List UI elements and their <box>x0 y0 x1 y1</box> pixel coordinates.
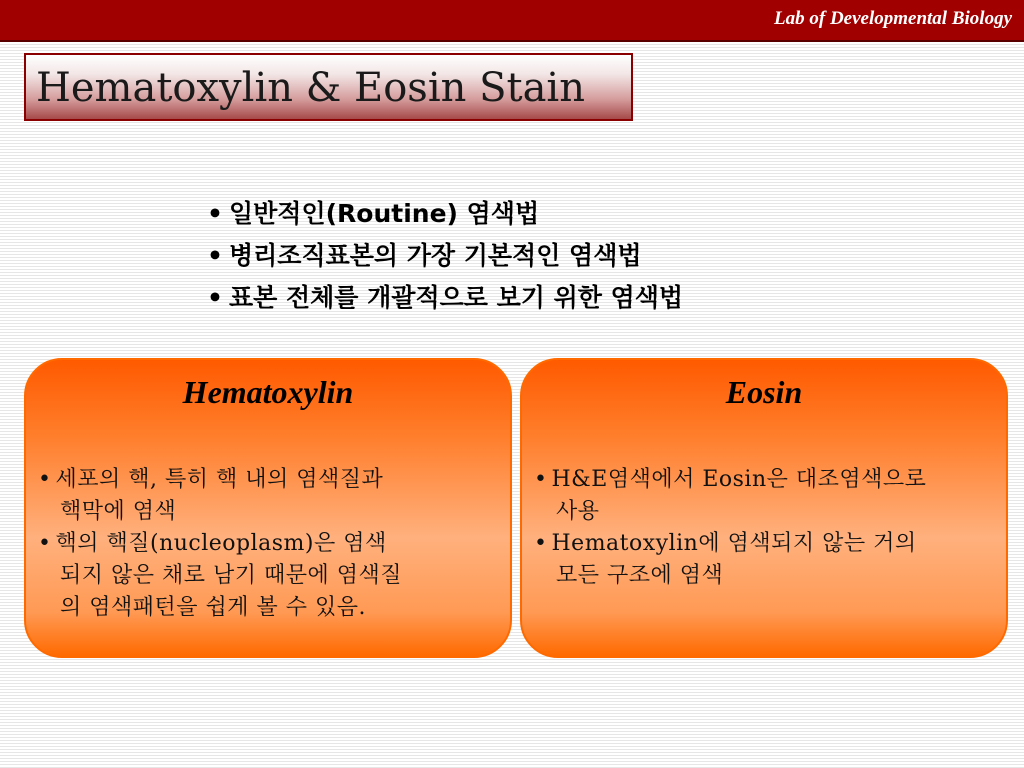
main-bullet-text: 표본 전체를 개괄적으로 보기 위한 염색법 <box>229 283 684 312</box>
main-bullet-list <box>207 193 907 319</box>
hematoxylin-bullet-list <box>38 464 494 624</box>
bullet-marker: • <box>207 283 223 312</box>
bullet-marker: • <box>534 531 548 556</box>
hematoxylin-bullet-continuation: 되지 않은 채로 남기 때문에 염색질 <box>60 563 402 588</box>
hematoxylin-panel <box>24 358 512 658</box>
bullet-marker: • <box>38 531 52 556</box>
eosin-panel <box>520 358 1008 658</box>
main-bullet <box>207 235 907 277</box>
bullet-marker: • <box>207 241 223 270</box>
hematoxylin-bullet <box>38 528 494 560</box>
hematoxylin-bullet-continuation: 핵막에 염색 <box>60 499 177 524</box>
hematoxylin-bullet <box>38 464 494 496</box>
eosin-bullet <box>534 528 990 560</box>
lab-name: Lab of Developmental Biology <box>774 8 1012 29</box>
hematoxylin-bullet-text: 세포의 핵, 특히 핵 내의 염색질과 <box>55 467 384 492</box>
hematoxylin-panel-title: Hematoxylin <box>182 374 354 410</box>
slide-title: Hematoxylin & Eosin Stain <box>36 65 585 111</box>
slide-title-box <box>24 53 633 121</box>
header-bar <box>0 0 1024 42</box>
bullet-marker: • <box>207 199 223 228</box>
eosin-panel-title: Eosin <box>725 374 803 410</box>
main-bullet <box>207 193 907 235</box>
hematoxylin-bullet-continuation: 의 염색패턴을 쉽게 볼 수 있음. <box>60 595 366 620</box>
main-bullet-text: 병리조직표본의 가장 기본적인 염색법 <box>229 241 642 270</box>
bullet-marker: • <box>534 467 548 492</box>
eosin-bullet-text: H&E염색에서 Eosin은 대조염색으로 <box>551 467 927 492</box>
eosin-bullet-text: Hematoxylin에 염색되지 않는 거의 <box>551 531 917 556</box>
eosin-bullet <box>534 464 990 496</box>
bullet-marker: • <box>38 467 52 492</box>
eosin-bullet-continuation: 모든 구조에 염색 <box>556 563 724 588</box>
main-bullet <box>207 277 907 319</box>
eosin-bullet-list <box>534 464 990 592</box>
eosin-bullet-continuation: 사용 <box>556 499 600 524</box>
hematoxylin-bullet-text: 핵의 핵질(nucleoplasm)은 염색 <box>55 531 387 556</box>
main-bullet-text: 일반적인(Routine) 염색법 <box>229 199 540 228</box>
